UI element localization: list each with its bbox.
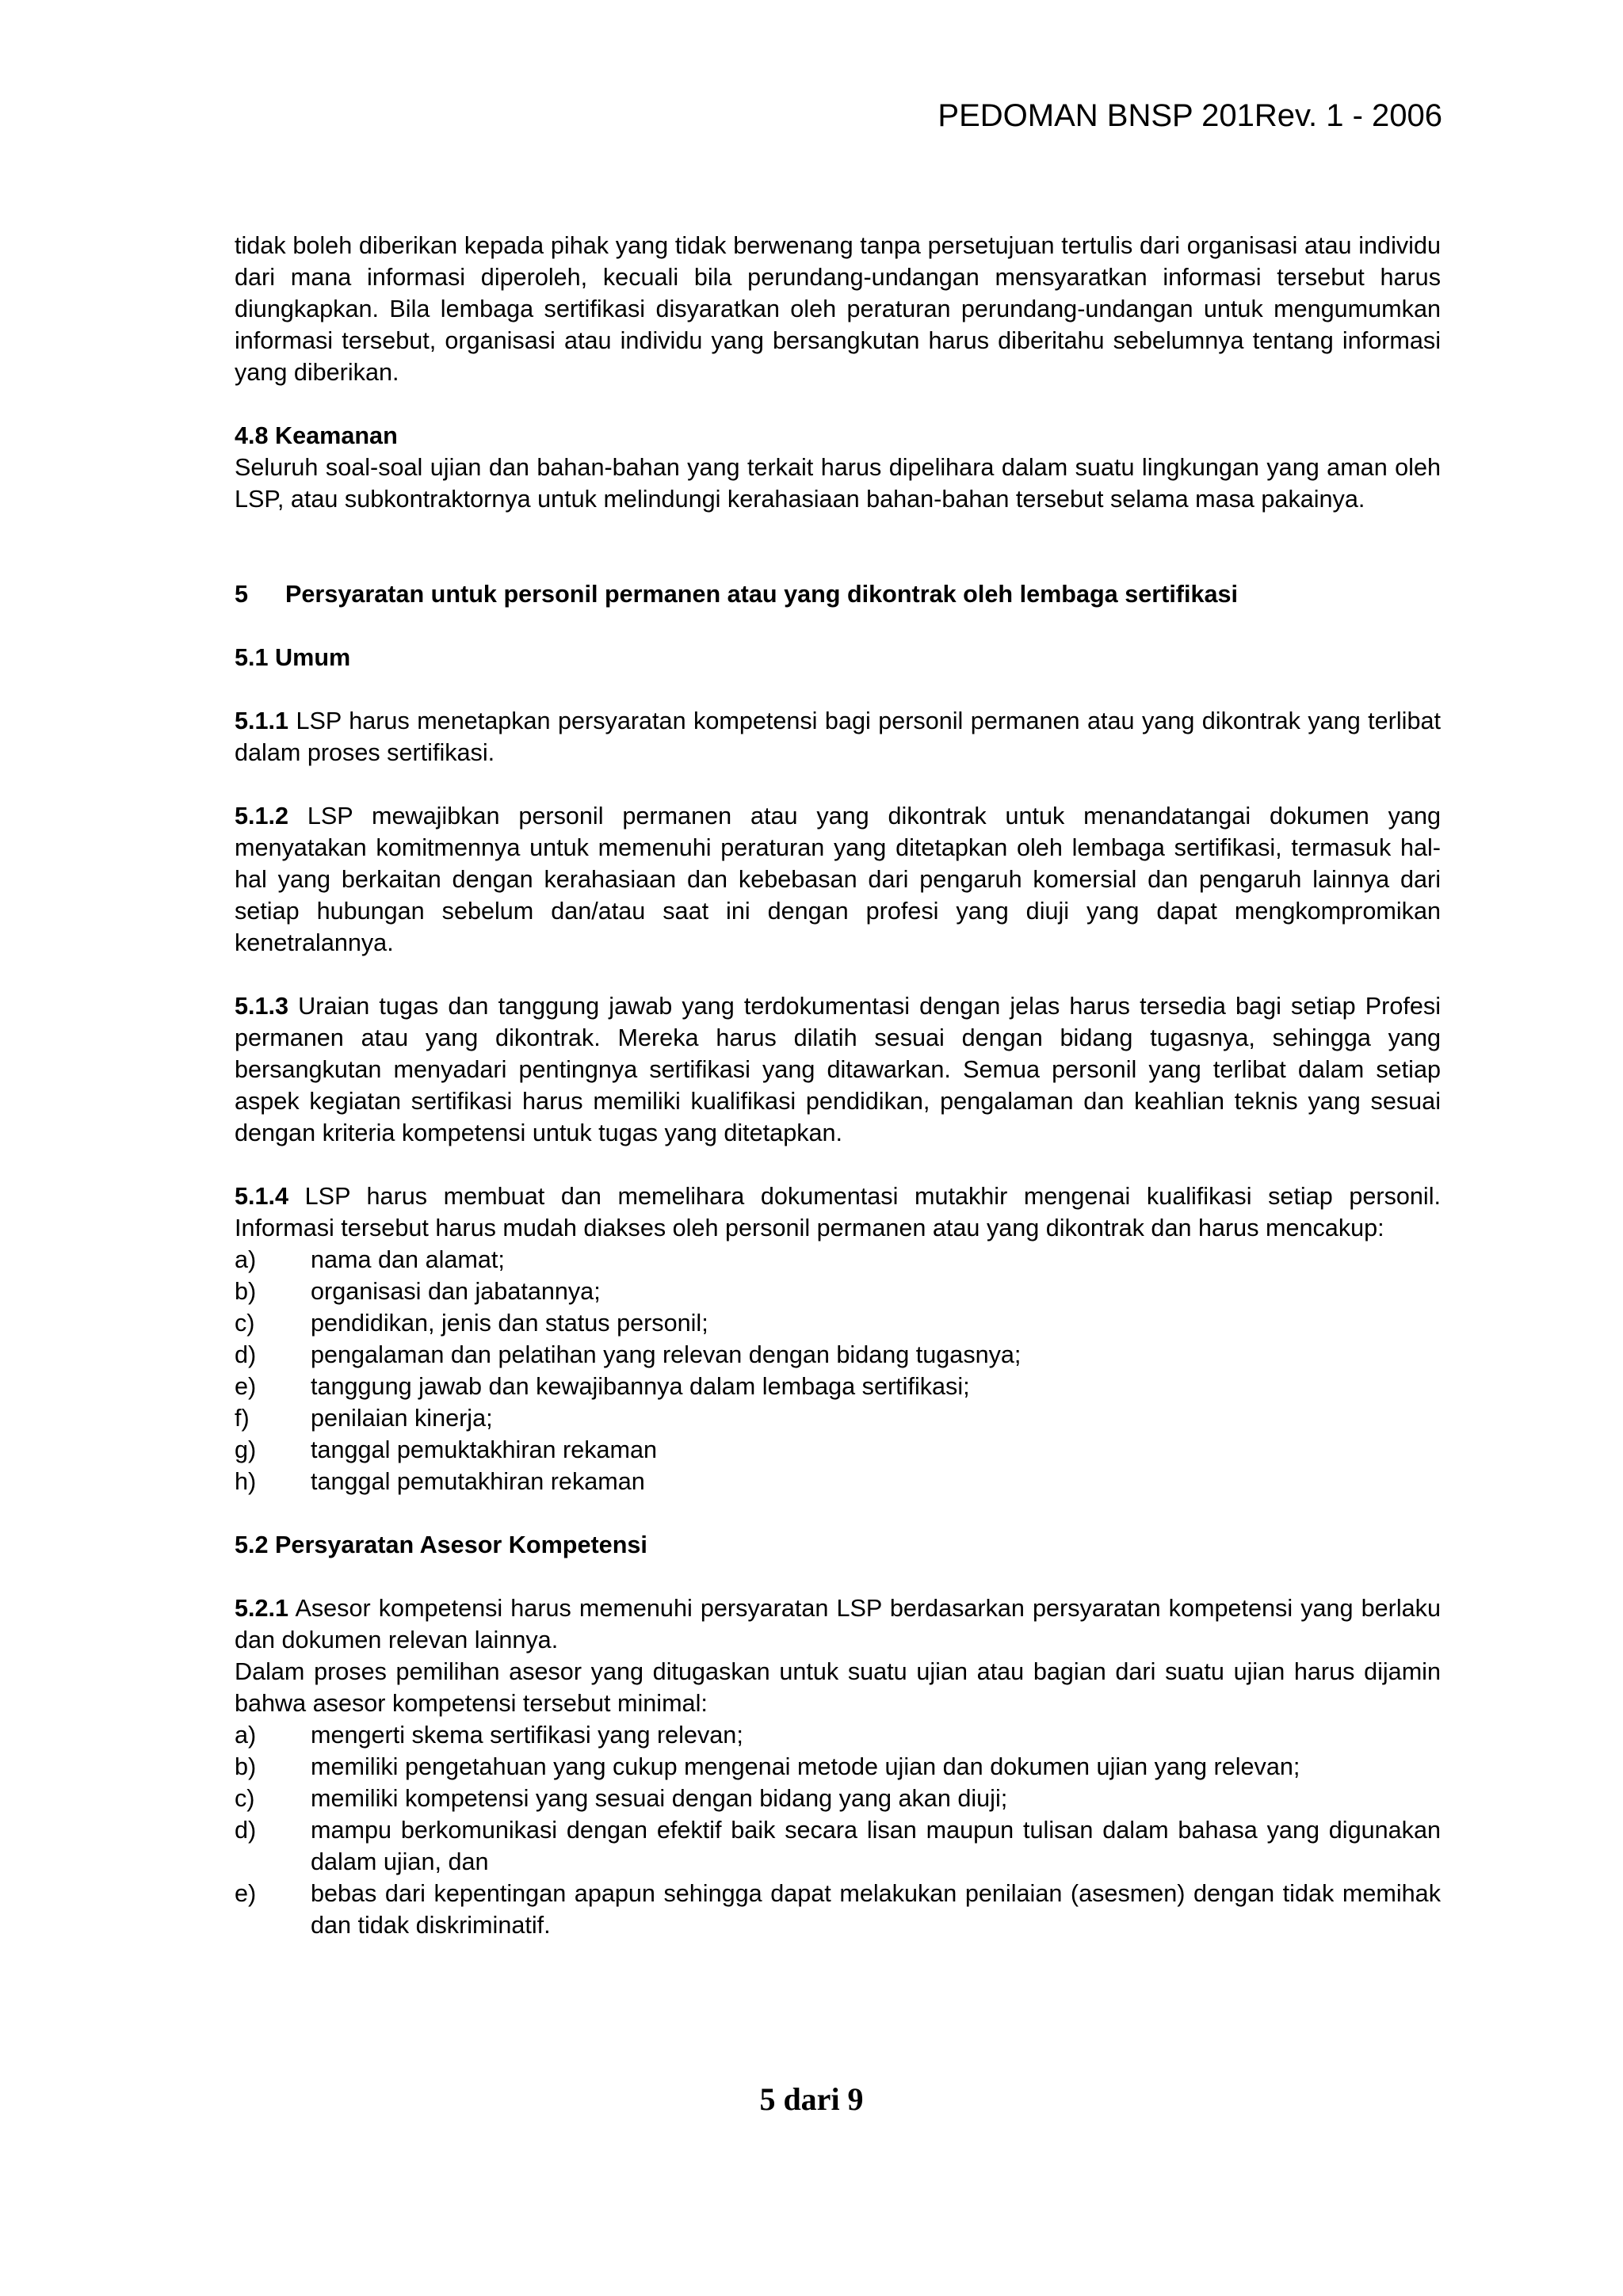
list-item — [235, 1244, 1441, 1276]
section-5-2-1-number: 5.2.1 — [235, 1595, 289, 1622]
section-5-2-1-list — [235, 1719, 1441, 1941]
section-5-1-2-paragraph — [235, 800, 1441, 959]
document-body — [235, 230, 1441, 1941]
section-5-1-4-text: LSP harus membuat dan memelihara dokumentasi mutakhir mengenai kualifikasi setiap personil. Informasi tersebut harus mudah diakses oleh personil permanen atau yang dikontrak dan harus mencakup: — [235, 1183, 1441, 1241]
section-5-2-1-text: Asesor kompetensi harus memenuhi persyaratan LSP berdasarkan persyaratan kompetensi yang berlaku dan dokumen relevan lainnya. — [235, 1595, 1441, 1653]
list-item — [235, 1814, 1441, 1878]
list-item-text: tanggal pemutakhiran rekaman — [311, 1468, 645, 1495]
list-item — [235, 1276, 1441, 1307]
list-item-text: mampu berkomunikasi dengan efektif baik secara lisan maupun tulisan dalam bahasa yang digunakan dalam ujian, dan — [311, 1817, 1441, 1875]
list-item-text: organisasi dan jabatannya; — [311, 1278, 601, 1305]
list-item — [235, 1878, 1441, 1941]
list-item — [235, 1719, 1441, 1751]
list-item — [235, 1783, 1441, 1814]
section-5-1-3-paragraph — [235, 990, 1441, 1149]
section-5-1-heading: 5.1 Umum — [235, 644, 351, 671]
section-5-2-1-paragraph-2: Dalam proses pemilihan asesor yang ditugaskan untuk suatu ujian atau bagian dari suatu ujian harus dijamin bahwa asesor kompetensi tersebut minimal: — [235, 1658, 1441, 1717]
list-item-text: memiliki pengetahuan yang cukup mengenai metode ujian dan dokumen ujian yang relevan; — [311, 1753, 1300, 1780]
list-item-label: e) — [235, 1373, 257, 1400]
list-item-label: g) — [235, 1436, 257, 1463]
section-5-1-2-number: 5.1.2 — [235, 803, 289, 830]
section-5-1-4-number: 5.1.4 — [235, 1183, 289, 1210]
list-item-text: tanggung jawab dan kewajibannya dalam lembaga sertifikasi; — [311, 1373, 970, 1400]
section-5-1-4-paragraph — [235, 1180, 1441, 1244]
list-item-text: bebas dari kepentingan apapun sehingga dapat melakukan penilaian (asesmen) dengan tidak memihak dan tidak diskriminatif. — [311, 1880, 1441, 1939]
list-item-text: pendidikan, jenis dan status personil; — [311, 1310, 708, 1337]
page-header: PEDOMAN BNSP 201Rev. 1 - 2006 — [938, 98, 1442, 133]
section-5-1-1-paragraph — [235, 705, 1441, 769]
list-item-label: d) — [235, 1817, 257, 1844]
list-item-label: h) — [235, 1468, 257, 1495]
list-item — [235, 1339, 1441, 1371]
list-item — [235, 1434, 1441, 1466]
section-4-8-paragraph: Seluruh soal-soal ujian dan bahan-bahan yang terkait harus dipelihara dalam suatu lingkungan yang aman oleh LSP, atau subkontraktornya untuk melindungi kerahasiaan bahan-bahan tersebut selama masa pakainya. — [235, 454, 1441, 513]
list-item-label: a) — [235, 1722, 257, 1749]
list-item-label: b) — [235, 1278, 257, 1305]
section-5-number: 5 — [235, 581, 249, 608]
section-5-1-2-text: LSP mewajibkan personil permanen atau yang dikontrak untuk menandatangai dokumen yang menyatakan komitmennya untuk memenuhi peraturan yang ditetapkan oleh lembaga sertifikasi, termasuk hal-hal yang berkaitan dengan kerahasiaan dan kebebasan dari pengaruh komersial dan pengaruh lainnya dari setiap hubungan sebelum dan/atau saat ini dengan profesi yang diuji yang dapat mengkompromikan kenetralannya. — [235, 803, 1441, 956]
list-item — [235, 1751, 1441, 1783]
section-5-1-3-number: 5.1.3 — [235, 993, 289, 1020]
list-item-text: pengalaman dan pelatihan yang relevan dengan bidang tugasnya; — [311, 1341, 1022, 1368]
list-item-label: c) — [235, 1785, 255, 1812]
section-5-1-4-list — [235, 1244, 1441, 1497]
section-5-2-heading: 5.2 Persyaratan Asesor Kompetensi — [235, 1531, 647, 1558]
list-item — [235, 1466, 1441, 1497]
list-item-text: penilaian kinerja; — [311, 1405, 493, 1432]
list-item-label: b) — [235, 1753, 257, 1780]
section-4-8-heading: 4.8 Keamanan — [235, 422, 398, 449]
section-5-heading — [235, 578, 1441, 610]
page-number: 5 dari 9 — [759, 2081, 864, 2117]
list-item-text: tanggal pemuktakhiran rekaman — [311, 1436, 658, 1463]
section-5-1-3-text: Uraian tugas dan tanggung jawab yang terdokumentasi dengan jelas harus tersedia bagi setiap Profesi permanen atau yang dikontrak. Mereka harus dilatih sesuai dengan bidang tugasnya, sehingga yang bersangkutan menyadari pentingnya sertifikasi yang ditawarkan. Semua personil yang terlibat dalam setiap aspek kegiatan sertifikasi harus memiliki kualifikasi pendidikan, pengalaman dan keahlian teknis yang sesuai dengan kriteria kompetensi untuk tugas yang ditetapkan. — [235, 993, 1441, 1146]
list-item-label: a) — [235, 1246, 257, 1273]
list-item-label: d) — [235, 1341, 257, 1368]
list-item-label: f) — [235, 1405, 250, 1432]
section-5-title: Persyaratan untuk personil permanen atau yang dikontrak oleh lembaga sertifikasi — [285, 581, 1239, 608]
list-item-text: memiliki kompetensi yang sesuai dengan bidang yang akan diuji; — [311, 1785, 1008, 1812]
list-item — [235, 1307, 1441, 1339]
section-5-2-1-paragraph — [235, 1592, 1441, 1656]
list-item-label: e) — [235, 1880, 257, 1907]
list-item — [235, 1402, 1441, 1434]
intro-paragraph: tidak boleh diberikan kepada pihak yang tidak berwenang tanpa persetujuan tertulis dari organisasi atau individu dari mana informasi diperoleh, kecuali bila perundang-undangan mensyaratkan informasi tersebut harus diungkapkan. Bila lembaga sertifikasi disyaratkan oleh peraturan perundang-undangan untuk mengumumkan informasi tersebut, organisasi atau individu yang bersangkutan harus diberitahu sebelumnya tentang informasi yang diberikan. — [235, 232, 1441, 386]
section-5-1-1-text: LSP harus menetapkan persyaratan kompetensi bagi personil permanen atau yang dikontrak yang terlibat dalam proses sertifikasi. — [235, 707, 1441, 766]
section-5-1-1-number: 5.1.1 — [235, 707, 289, 734]
list-item — [235, 1371, 1441, 1402]
list-item-text: nama dan alamat; — [311, 1246, 505, 1273]
list-item-text: mengerti skema sertifikasi yang relevan; — [311, 1722, 743, 1749]
list-item-label: c) — [235, 1310, 255, 1337]
